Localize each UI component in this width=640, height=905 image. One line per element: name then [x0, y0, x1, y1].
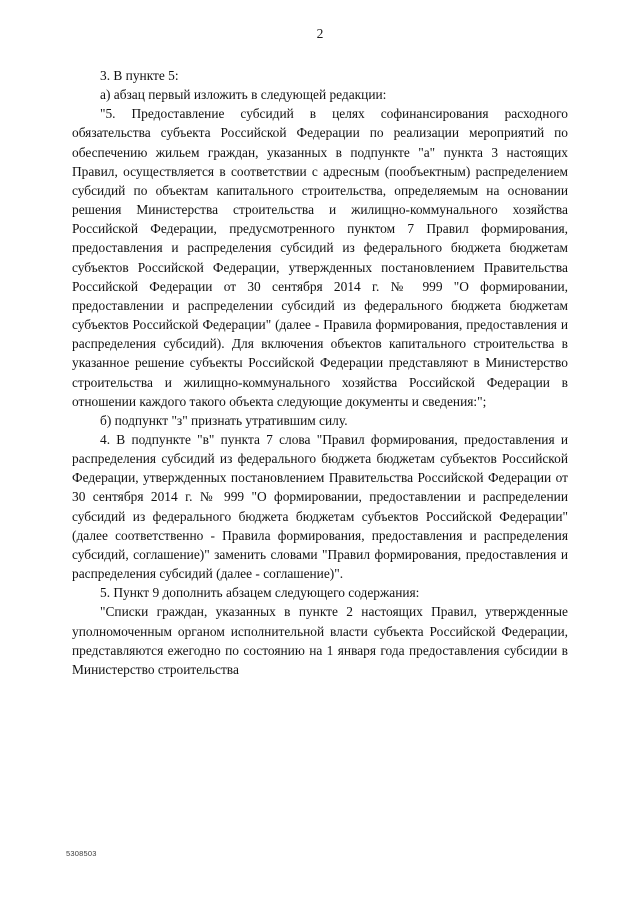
paragraph-quote-5: "5. Предоставление субсидий в целях софинансирования расходного обязательства субъекта Российской Федерации по реализации мероприятий по обеспечению жильем граждан, указанных в подпункте "а" пункта 3 настоящих Правил, осуществляется в соответствии с адресным (пообъектным) распределением субсидий по объектам капитального строительства, определяемым на основании решения Министерства строительства и жилищно-коммунального хозяйства Российской Федерации, предусмотренного пунктом 7 Правил формирования, предоставления и распределения субсидий из федерального бюджета бюджетам субъектов Российской Федерации, утвержденных постановлением Правительства Российской Федерации от 30 сентября 2014 г. № 999 "О формировании, предоставлении и распределении субсидий из федерального бюджета бюджетам субъектов Российской Федерации" (далее - Правила формирования, предоставления и распределения субсидий). Для включения объектов капитального строительства в указанное решение субъекты Российской Федерации представляют в Министерство строительства и жилищно-коммунального хозяйства Российской Федерации в отношении каждого такого объекта следующие документы и сведения:"; — [72, 106, 568, 409]
document-body — [72, 66, 568, 679]
paragraph-item-5: 5. Пункт 9 дополнить абзацем следующего содержания: — [100, 585, 420, 601]
footer-document-code: 5308503 — [66, 849, 97, 858]
paragraph-item-3: 3. В пункте 5: — [100, 68, 179, 83]
paragraph-item-3b: б) подпункт "з" признать утратившим силу. — [100, 412, 348, 428]
page-number: 2 — [316, 26, 324, 41]
paragraph-quote-lists: "Списки граждан, указанных в пункте 2 настоящих Правил, утвержденные уполномоченным органом исполнительной власти субъекта Российской Федерации, представляются ежегодно по состоянию на 1 января года предоставления субсидии в Министерство строительства — [72, 604, 568, 677]
paragraph-item-4: 4. В подпункте "в" пункта 7 слова "Правил формирования, предоставления и распределения субсидий из федерального бюджета бюджетам субъектов Российской Федерации, утвержденных постановлением Правительства Российской Федерации от 30 сентября 2014 г. № 999 "О формировании, предоставлении и распределении субсидий из федерального бюджета бюджетам субъектов Российской Федерации" (далее соответственно - Правила формирования, предоставления и распределения субсидий, соглашение)" заменить словами "Правил формирования, предоставления и распределения субсидий (далее - соглашение)". — [72, 431, 568, 582]
paragraph-item-3a: а) абзац первый изложить в следующей редакции: — [100, 87, 387, 103]
